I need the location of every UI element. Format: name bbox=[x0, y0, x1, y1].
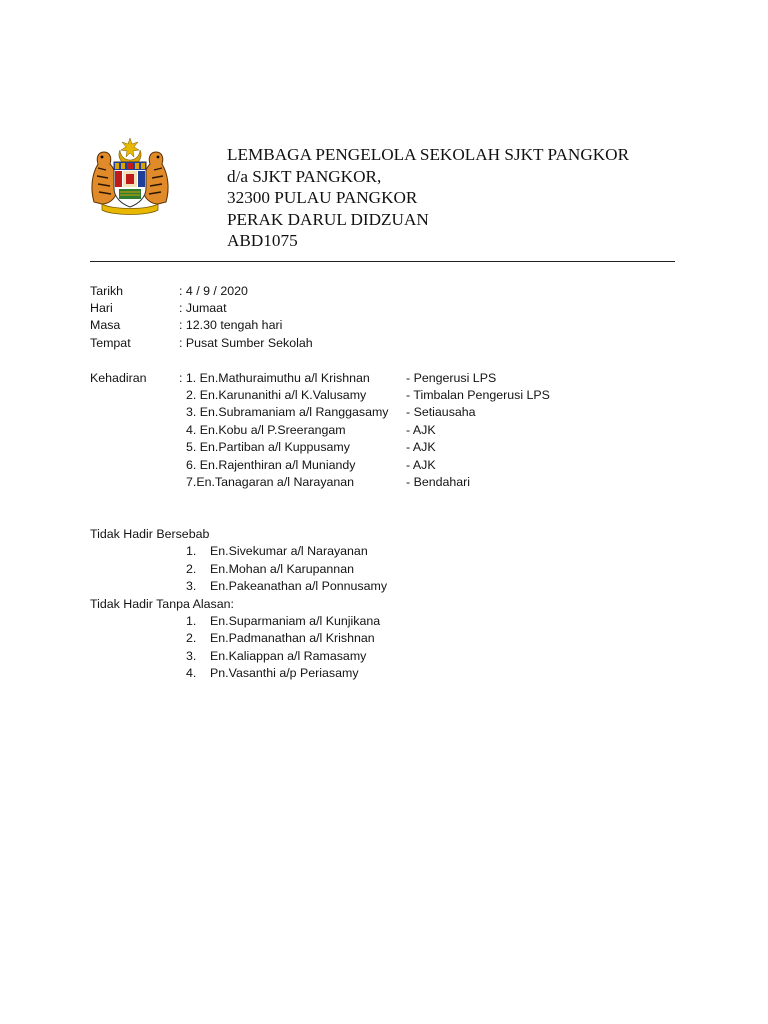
list-item-number: 1. bbox=[186, 614, 197, 628]
attendee-name: 5. En.Partiban a/l Kuppusamy bbox=[186, 440, 350, 454]
letterhead-code: ABD1075 bbox=[227, 231, 298, 251]
list-item-number: 1. bbox=[186, 544, 197, 558]
day-label: Hari bbox=[90, 301, 113, 315]
attendee-role: - AJK bbox=[406, 458, 436, 472]
list-item-number: 3. bbox=[186, 649, 197, 663]
attendee-name: 7.En.Tanagaran a/l Narayanan bbox=[186, 475, 355, 489]
attendee-name: 3. En.Subramaniam a/l Ranggasamy bbox=[186, 405, 389, 419]
list-item-name: En.Mohan a/l Karupannan bbox=[210, 562, 354, 576]
header-divider bbox=[90, 261, 675, 262]
list-item-name: En.Kaliappan a/l Ramasamy bbox=[210, 649, 367, 663]
list-item-number: 2. bbox=[186, 562, 197, 576]
list-item-name: En.Sivekumar a/l Narayanan bbox=[210, 544, 368, 558]
list-item-name: En.Pakeanathan a/l Ponnusamy bbox=[210, 579, 388, 593]
attendee-role: - Pengerusi LPS bbox=[406, 371, 497, 385]
place-value: : Pusat Sumber Sekolah bbox=[179, 336, 313, 350]
list-item-name: En.Padmanathan a/l Krishnan bbox=[210, 631, 375, 645]
attendee-name: : 1. En.Mathuraimuthu a/l Krishnan bbox=[179, 371, 370, 385]
letterhead-title: LEMBAGA PENGELOLA SEKOLAH SJKT PANGKOR bbox=[227, 145, 630, 164]
letterhead bbox=[227, 144, 629, 252]
list-item-number: 2. bbox=[186, 631, 197, 645]
coat-of-arms-icon bbox=[86, 136, 174, 216]
place-label: Tempat bbox=[90, 336, 131, 350]
attendee-role: - Setiausaha bbox=[406, 405, 476, 419]
attendance-label: Kehadiran bbox=[90, 371, 147, 385]
time-label: Masa bbox=[90, 318, 121, 332]
letterhead-address-line-2: 32300 PULAU PANGKOR bbox=[227, 188, 418, 208]
absent-with-reason-label: Tidak Hadir Bersebab bbox=[90, 527, 210, 541]
absent-without-reason-label: Tidak Hadir Tanpa Alasan: bbox=[90, 597, 234, 611]
attendee-name: 6. En.Rajenthiran a/l Muniandy bbox=[186, 458, 356, 472]
letterhead-address-line-3: PERAK DARUL DIDZUAN bbox=[227, 209, 429, 229]
date-value: : 4 / 9 / 2020 bbox=[179, 284, 248, 298]
day-value: : Jumaat bbox=[179, 301, 227, 315]
attendee-role: - AJK bbox=[406, 423, 436, 437]
attendee-name: 2. En.Karunanithi a/l K.Valusamy bbox=[186, 388, 367, 402]
attendee-role: - Bendahari bbox=[406, 475, 471, 489]
time-value: : 12.30 tengah hari bbox=[179, 318, 283, 332]
attendee-role: - AJK bbox=[406, 440, 436, 454]
letterhead-address-line-1: d/a SJKT PANGKOR, bbox=[227, 166, 382, 186]
date-label: Tarikh bbox=[90, 284, 124, 298]
list-item-name: Pn.Vasanthi a/p Periasamy bbox=[210, 666, 359, 680]
list-item-name: En.Suparmaniam a/l Kunjikana bbox=[210, 614, 381, 628]
list-item-number: 4. bbox=[186, 666, 197, 680]
attendee-name: 4. En.Kobu a/l P.Sreerangam bbox=[186, 423, 346, 437]
attendee-role: - Timbalan Pengerusi LPS bbox=[406, 388, 550, 402]
list-item-number: 3. bbox=[186, 579, 197, 593]
